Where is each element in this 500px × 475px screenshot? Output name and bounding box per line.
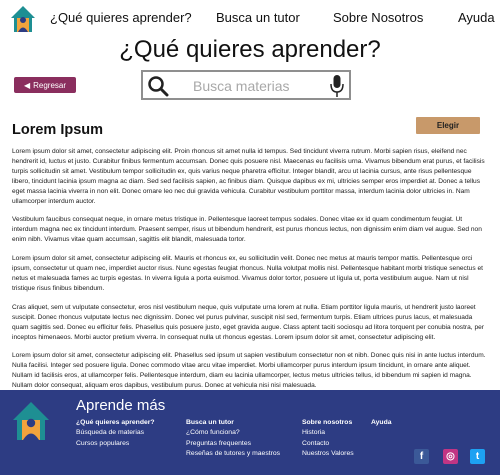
footer-title: Aprende más bbox=[76, 397, 166, 414]
page-title: ¿Qué quieres aprender? bbox=[119, 36, 381, 63]
back-button[interactable] bbox=[14, 77, 76, 93]
microphone-icon[interactable] bbox=[329, 74, 345, 98]
search-icon[interactable] bbox=[147, 75, 169, 97]
content-body bbox=[12, 147, 486, 400]
footer-heading-tutor[interactable]: Busca un tutor bbox=[186, 419, 234, 426]
footer-column-tutor bbox=[186, 418, 280, 460]
footer-link[interactable]: Preguntas frequentes bbox=[186, 439, 251, 447]
paragraph: Lorem ipsum dolor sit amet, consectetur adipiscing elit. Mauris et rhoncus ex, eu sollicitudin velit. Donec nec metus at mauris tempor mattis. Pellentesque orci ipsum, consectetur ut quam nec, imperdiet auctor risus. Nunc egestas feugiat rhoncus. Nulla volutpat mollis nisl. Pellentesque habitant morbi tristique senectus et netus et malesuada fames ac turpis egestas. In viverra ligula a porta euismod. Vivamus dolor tortor, posuere ut ligula ut, porta vestibulum augue. Nam ut nisl tristique risus finibus bibendum. bbox=[12, 255, 483, 292]
footer-link[interactable]: Nuestros Valores bbox=[302, 450, 354, 458]
search-input[interactable] bbox=[193, 77, 323, 95]
choose-button[interactable]: Elegir bbox=[416, 117, 480, 134]
nav-item-learn[interactable]: ¿Qué quieres aprender? bbox=[50, 10, 192, 25]
instagram-icon[interactable]: ◎ bbox=[443, 449, 458, 464]
nav-item-find-tutor[interactable]: Busca un tutor bbox=[216, 10, 300, 25]
footer-link[interactable]: ¿Cómo funciona? bbox=[186, 429, 240, 437]
nav-item-help[interactable]: Ayuda bbox=[458, 10, 495, 25]
search-bar bbox=[141, 70, 351, 100]
arrow-left-icon: ◀ bbox=[23, 80, 31, 90]
paragraph: Cras aliquet, sem ut vulputate consectetur, eros nisl vestibulum neque, quis vulputate urna lorem at nulla. Etiam porttitor ligula mauris, ut hendrerit justo laoreet suscipit. Donec rhoncus vulputate lectus nec dignissim. Donec vel purus pulvinar, suscipit nisl sed, fermentum turpis. Etiam ultrices purus lacus, et malesuada quam sagittis sed. Donec eu efficitur felis. Phasellus quis posuere justo, eget gravida augue. Class aptent taciti sociosqu ad litora torquent per conubia nostra, per inceptos himenaeos. Morbi auctor pretium viverra. In consequat nulla ut rhoncus egestas. Lorem ipsum dolor sit amet, consectetur adipiscing elit. bbox=[12, 303, 484, 341]
top-navigation bbox=[0, 0, 500, 36]
footer-heading-learn[interactable]: ¿Qué quieres aprender? bbox=[76, 419, 155, 426]
footer-link[interactable]: Cursos populares bbox=[76, 439, 130, 447]
footer-link[interactable]: Reseñas de tutores y maestros bbox=[186, 450, 281, 458]
footer-heading-about[interactable]: Sobre nosotros bbox=[302, 419, 353, 426]
facebook-icon[interactable]: f bbox=[414, 449, 429, 464]
home-logo-icon[interactable] bbox=[10, 5, 36, 33]
paragraph: Lorem ipsum dolor sit amet, consectetur adipiscing elit. Proin rhoncus sit amet nulla id tempus. Sed tincidunt viverra rutrum. Morbi sapien risus, eleifend nec hendrerit id, luctus et justo. Curabitur finibus fermentum accumsan. Donec quis posuere nisl. Maecenas eu facilisis urna. Vivamus bibendum erat purus, et facilisis turpis sollicitudin sit amet. Vestibulum tempor sollicitudin ex, quis varius neque pharetra efficitur. Integer blandit, arcu ut lacinia cursus, ante risus pellentesque libero, tincidunt lacinia ipsum magna ac diam. Sed sed facilisis sapien, ac finibus diam. Quisque dapibus ex mi, ultricies semper eros imperdiet at. Donec a tellus eget massa lacinia viverra in non elit. Donec ornare leo nec dui gravida vehicula. Curabitur vestibulum porttitor massa, interdum lacinia dolor ultricies in. Nam ullamcorper interdum auctor. bbox=[12, 148, 485, 205]
section-title: Lorem Ipsum bbox=[12, 122, 104, 138]
footer-link[interactable]: Búsqueda de materias bbox=[76, 429, 145, 437]
paragraph: Lorem ipsum dolor sit amet, consectetur adipiscing elit. Phasellus sed ipsum ut sapien vestibulum consectetur non et nibh. Donec quis nisi in ante luctus interdum. Nulla facilisi. Integer sed posuere ligula. Donec commodo vitae arcu vitae imperdiet. Morbi ullamcorper purus interdum ipsum tincidunt, in ornare ante aliquet. Nullam id facilisis eros, at ullamcorper felis. Pellentesque interdum, diam eu lacinia ullamcorper, lectus metus ultricies tellus, id bibendum mi sapien id magna. Nullam dolor consequat, aliquam eros dapibus, vestibulum purus. Donec at vehicula nisi nisi malesuada. bbox=[12, 352, 486, 390]
back-button-label: Regresar bbox=[33, 80, 67, 90]
paragraph: Vestibulum faucibus consequat neque, in ornare metus tristique in. Pellentesque laoreet tempus sodales. Donec vitae ex id quam condimentum feugiat. Ut interdum magna nec ex tincidunt interdum. Praesent semper, risus ut bibendum hendrerit, est purus rhoncus lectus, non dignissim enim diam vel augue. Sed non enim nibh. Vivamus vitae quam accumsan, sagittis elit blandit, malesuada tortor. bbox=[12, 216, 482, 244]
footer-column-learn bbox=[76, 418, 155, 449]
nav-item-about[interactable]: Sobre Nosotros bbox=[333, 10, 424, 25]
footer-link[interactable]: Historia bbox=[302, 429, 326, 437]
footer-column-about bbox=[302, 418, 354, 460]
twitter-icon[interactable]: t bbox=[470, 449, 485, 464]
footer-heading-help[interactable]: Ayuda bbox=[371, 419, 392, 426]
footer-column-help bbox=[371, 418, 392, 428]
footer-link[interactable]: Contacto bbox=[302, 439, 330, 447]
footer-logo-icon[interactable] bbox=[12, 401, 50, 441]
